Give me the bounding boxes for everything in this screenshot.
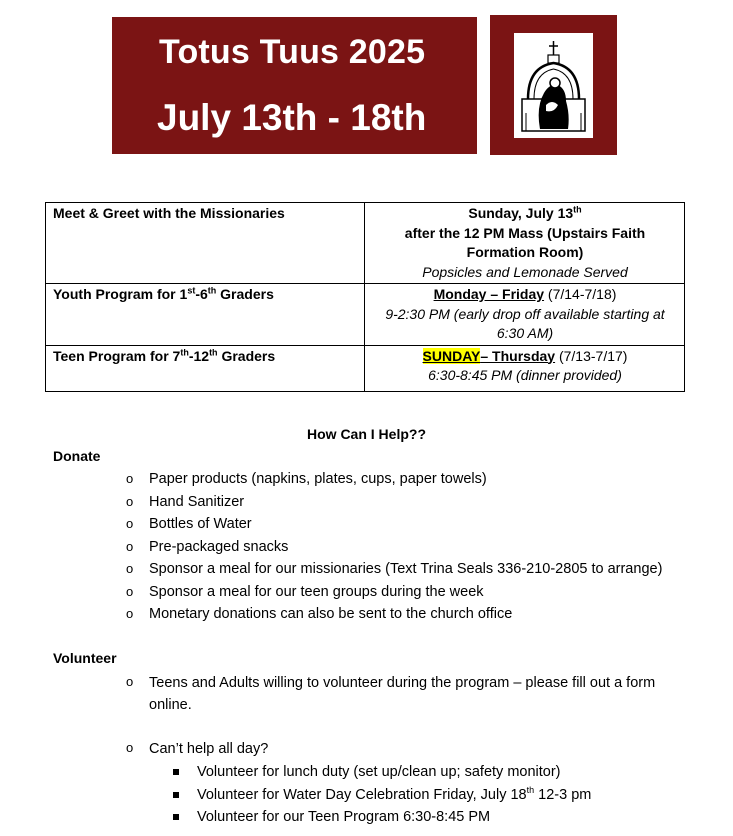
event-name: Youth Program for 1 (53, 286, 188, 302)
event-location: after the 12 PM Mass (Upstairs Faith (404, 224, 646, 241)
bullet-icon: o (126, 493, 134, 509)
square-bullet-icon (173, 769, 179, 775)
details-cell (365, 284, 685, 346)
event-location-cont: Formation Room) (466, 244, 584, 260)
table-row (46, 345, 685, 391)
event-time: 9-2:30 PM (early drop off available starting at (385, 305, 665, 322)
event-dates: (7/13-7/17) (555, 347, 628, 364)
superscript: th (573, 204, 582, 215)
list-item (173, 806, 591, 829)
bullet-icon: o (126, 471, 134, 486)
details-cell (365, 345, 685, 391)
bullet-icon: o (126, 538, 134, 554)
superscript: st (187, 285, 196, 296)
list-item (173, 784, 591, 807)
list-item-text: Sponsor a meal for our teen groups during the week (149, 583, 484, 600)
list-item (125, 468, 662, 491)
banner-title: Totus Tuus 2025 (159, 33, 426, 71)
event-cell (46, 345, 365, 391)
event-days: – Thursday (480, 347, 556, 364)
logo-frame (490, 15, 617, 155)
details-cell (365, 203, 685, 284)
superscript: th (209, 346, 218, 357)
volunteer-item: Teens and Adults willing to volunteer during the program – please fill out a form online. (149, 675, 656, 713)
superscript: th (180, 346, 189, 357)
superscript: th (207, 285, 217, 296)
bullet-icon: o (126, 583, 134, 599)
list-item-text: Volunteer for lunch duty (set up/clean up; safety monitor) (197, 764, 561, 780)
event-time-cont: 6:30 AM) (496, 325, 554, 341)
event-name-part: -6 (195, 286, 208, 302)
list-item (173, 761, 591, 784)
bullet-icon: o (126, 740, 134, 755)
list-item-text: Sponsor a meal for our missionaries (Text Trina Seals 336-210-2805 to arrange) (149, 561, 663, 577)
event-day: Sunday, July 13 (468, 205, 574, 221)
list-item-text: Volunteer for our Teen Program 6:30-8:45 PM (197, 809, 491, 825)
list-item (125, 558, 662, 581)
list-item (125, 603, 662, 626)
volunteer-sublist (173, 761, 591, 829)
list-item-text: Pre-packaged snacks (149, 538, 289, 555)
highlighted-day: SUNDAY (422, 347, 481, 364)
event-name-part: Graders (216, 286, 274, 302)
square-bullet-icon (173, 792, 179, 798)
list-item (125, 513, 662, 536)
table-row (46, 203, 685, 284)
list-item (125, 491, 662, 514)
event-time: 6:30-8:45 PM (dinner provided) (428, 367, 622, 383)
event-name-part: -12 (188, 347, 210, 364)
list-item-text: 12-3 pm (534, 786, 592, 803)
event-name: Meet & Greet with the Missionaries (53, 205, 285, 221)
donate-list (125, 468, 662, 626)
event-name-part: Graders (217, 347, 276, 364)
square-bullet-icon (173, 814, 179, 820)
bullet-icon: o (126, 516, 134, 531)
event-name: Teen Program for 7 (53, 347, 181, 364)
title-banner (112, 17, 477, 154)
event-cell (46, 203, 365, 284)
volunteer-heading: Volunteer (53, 650, 117, 666)
volunteer-item: Can’t help all day? (149, 741, 269, 757)
list-item (125, 536, 662, 559)
banner-dates: July 13th - 18th (157, 97, 427, 138)
event-dates: (7/14-7/18) (544, 286, 617, 302)
bullet-icon: o (126, 674, 134, 689)
donate-heading: Donate (53, 448, 101, 464)
event-note: Popsicles and Lemonade Served (422, 263, 628, 280)
superscript: th (526, 784, 535, 795)
list-item-text: Bottles of Water (149, 516, 252, 532)
schedule-table (45, 202, 685, 392)
list-item-text: Monetary donations can also be sent to the church office (149, 606, 513, 622)
madonna-church-dome-logo-icon (514, 33, 593, 138)
list-item-text: Volunteer for Water Day Celebration Friday, July 18 (197, 786, 527, 803)
event-cell (46, 284, 365, 346)
list-item-text: Paper products (napkins, plates, cups, paper towels) (149, 471, 487, 487)
bullet-icon: o (126, 561, 134, 576)
list-item-text: Hand Sanitizer (149, 493, 245, 510)
help-heading: How Can I Help?? (307, 426, 426, 442)
table-row (46, 284, 685, 346)
list-item (125, 581, 662, 604)
bullet-icon: o (126, 606, 134, 621)
event-days: Monday – Friday (433, 286, 545, 302)
